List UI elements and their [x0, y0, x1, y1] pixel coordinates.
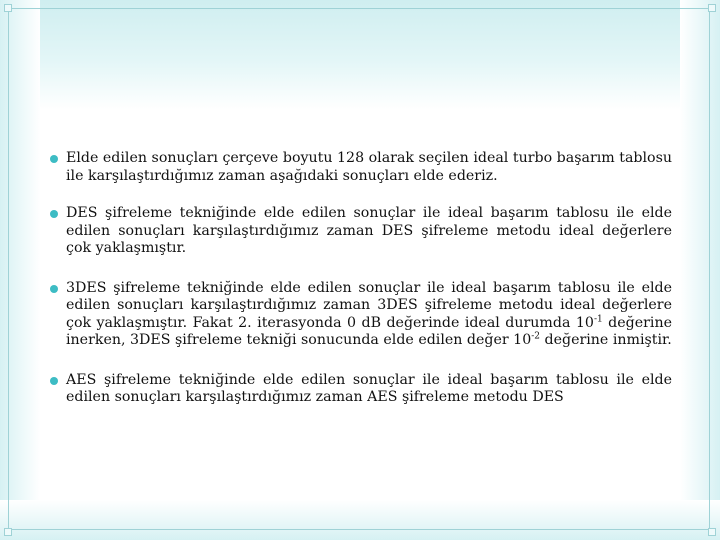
- bullet-text-part: değerine inmiştir.: [540, 332, 672, 348]
- corner-ornament: [708, 528, 716, 536]
- bullet-icon: [50, 155, 58, 163]
- corner-ornament: [4, 528, 12, 536]
- bullet-text-part: 3DES şifreleme tekniğinde elde edilen sonuçlar ile ideal başarım tablosu ile elde edilen sonuçları karşılaştırdığımız zaman 3DES şifreleme metodu ideal değerlere çok yaklaşmıştır. Fakat 2. iterasyonda 0 dB değerinde ideal durumda 10: [66, 279, 672, 331]
- bullet-text-part: değerine inerken, 3DES şifreleme tekniği sonucunda elde edilen değer 10: [66, 314, 672, 348]
- bullet-icon: [50, 377, 58, 385]
- bullet-text: Elde edilen sonuçları çerçeve boyutu 128 olarak seçilen ideal turbo başarım tablosu ile karşılaştırdığımız zaman aşağıdaki sonuçları elde ederiz.: [66, 150, 672, 184]
- bullet-text: DES şifreleme tekniğinde elde edilen sonuçlar ile ideal başarım tablosu ile elde edilen sonuçları karşılaştırdığımız zaman DES şifreleme metodu ideal değerlere çok yaklaşmıştır.: [66, 205, 672, 256]
- bullet-item: [48, 280, 672, 350]
- bullet-text: AES şifreleme tekniğinde elde edilen sonuçlar ile ideal başarım tablosu ile elde edilen sonuçları karşılaştırdığımız zaman AES şifreleme metodu DES: [66, 371, 672, 405]
- bullet-item: [48, 205, 672, 258]
- bullet-item: [48, 372, 672, 407]
- corner-ornament: [4, 4, 12, 12]
- bullet-icon: [50, 210, 58, 218]
- slide-content: [48, 150, 672, 427]
- corner-ornament: [708, 4, 716, 12]
- bullet-text: [66, 280, 672, 349]
- superscript-exponent: -2: [531, 331, 540, 342]
- superscript-exponent: -1: [593, 313, 603, 324]
- bullet-icon: [50, 285, 58, 293]
- bullet-item: [48, 150, 672, 185]
